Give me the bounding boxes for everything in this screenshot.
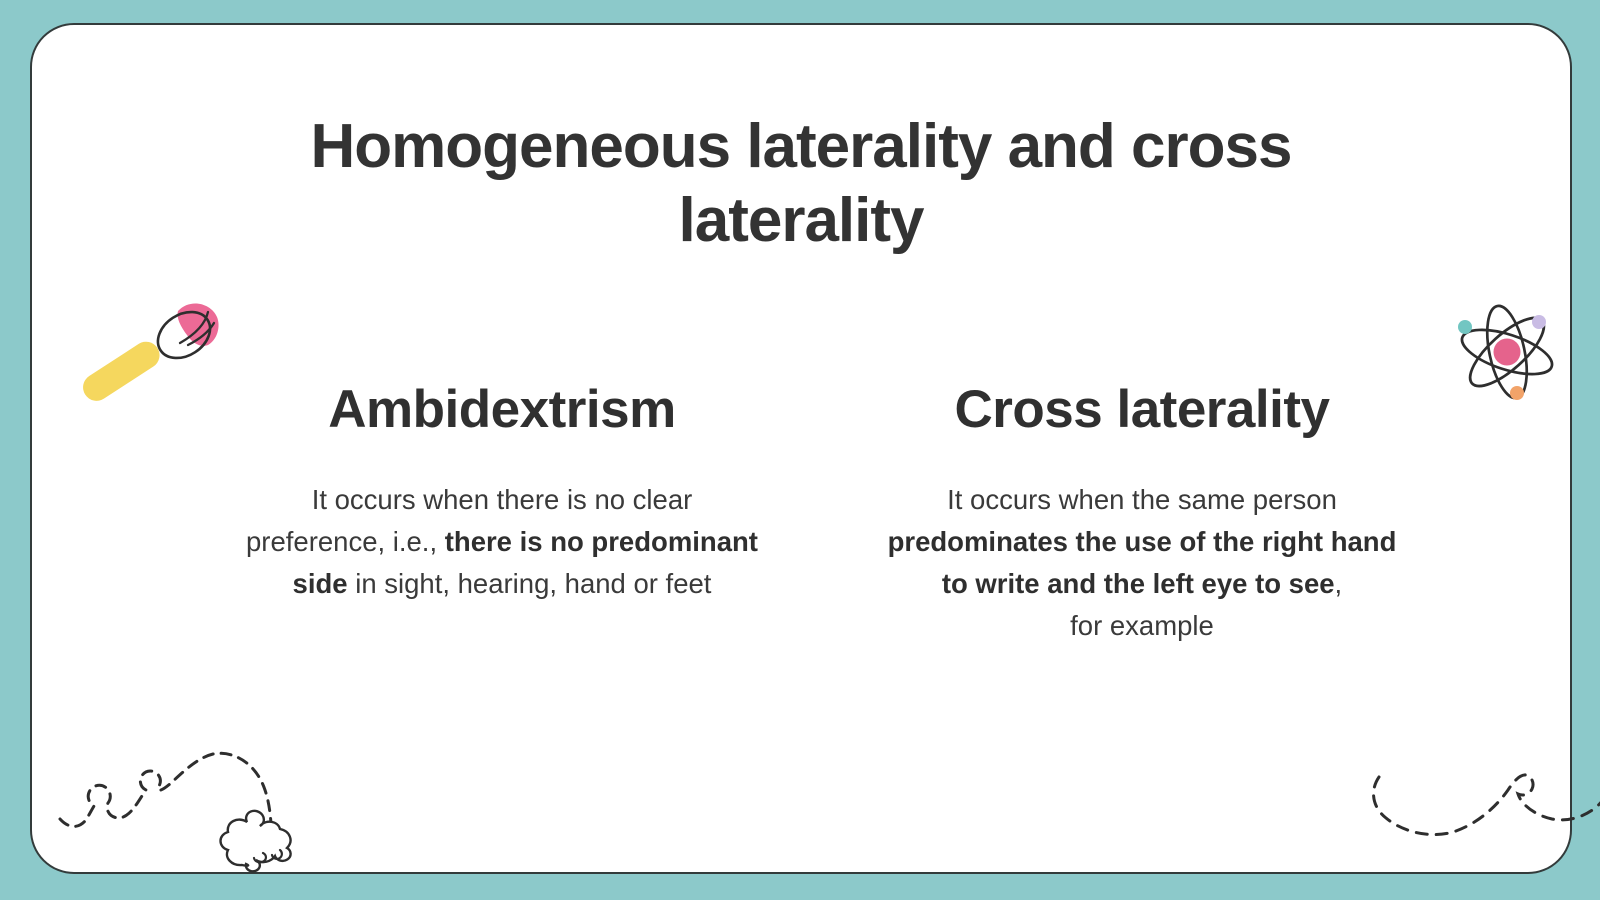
bold-text-segment: there is no predominant: [444, 526, 758, 557]
text-segment: for example: [1070, 610, 1214, 641]
body-text-line: [817, 605, 1467, 647]
atom-electron-lavender: [1532, 315, 1546, 329]
bold-text-segment: predominates the use of the right hand: [887, 526, 1397, 557]
text-segment: ,: [1334, 568, 1343, 599]
body-text-line: [177, 563, 827, 605]
text-segment: preference, i.e.,: [246, 526, 445, 557]
slide-card: [30, 23, 1572, 874]
body-text-line: [817, 521, 1467, 563]
title-line-2: laterality: [678, 186, 924, 255]
column-body-ambidextrism: [177, 479, 827, 605]
body-text-line: [177, 479, 827, 521]
dashed-squiggle-path: [60, 753, 271, 826]
text-segment: It occurs when the same person: [947, 484, 1337, 515]
body-text-line: [817, 563, 1467, 605]
bold-text-segment: to write and the left eye to see: [941, 568, 1335, 599]
squiggle-doodle-right: [1358, 759, 1600, 843]
text-segment: It occurs when there is no clear: [311, 484, 693, 515]
atom-nucleus: [1494, 339, 1521, 366]
body-text-line: [177, 521, 827, 563]
slide-title: [32, 110, 1570, 258]
cloud-icon: [221, 811, 291, 871]
dashed-squiggle-path-right: [1374, 775, 1600, 835]
atom-electron-teal: [1458, 320, 1472, 334]
column-body-cross-laterality: [817, 479, 1467, 647]
column-heading-ambidextrism: Ambidextrism: [328, 380, 676, 439]
column-cross-laterality: [817, 380, 1467, 647]
title-line-1: Homogeneous laterality and cross: [310, 112, 1292, 181]
body-text-line: [817, 479, 1467, 521]
bold-text-segment: side: [292, 568, 348, 599]
text-segment: in sight, hearing, hand or feet: [347, 568, 712, 599]
squiggle-cloud-doodle: [58, 729, 298, 875]
atom-electron-orange: [1510, 386, 1524, 400]
column-ambidextrism: [177, 380, 827, 605]
column-heading-cross-laterality: Cross laterality: [954, 380, 1330, 439]
brush-handle: [82, 337, 165, 406]
